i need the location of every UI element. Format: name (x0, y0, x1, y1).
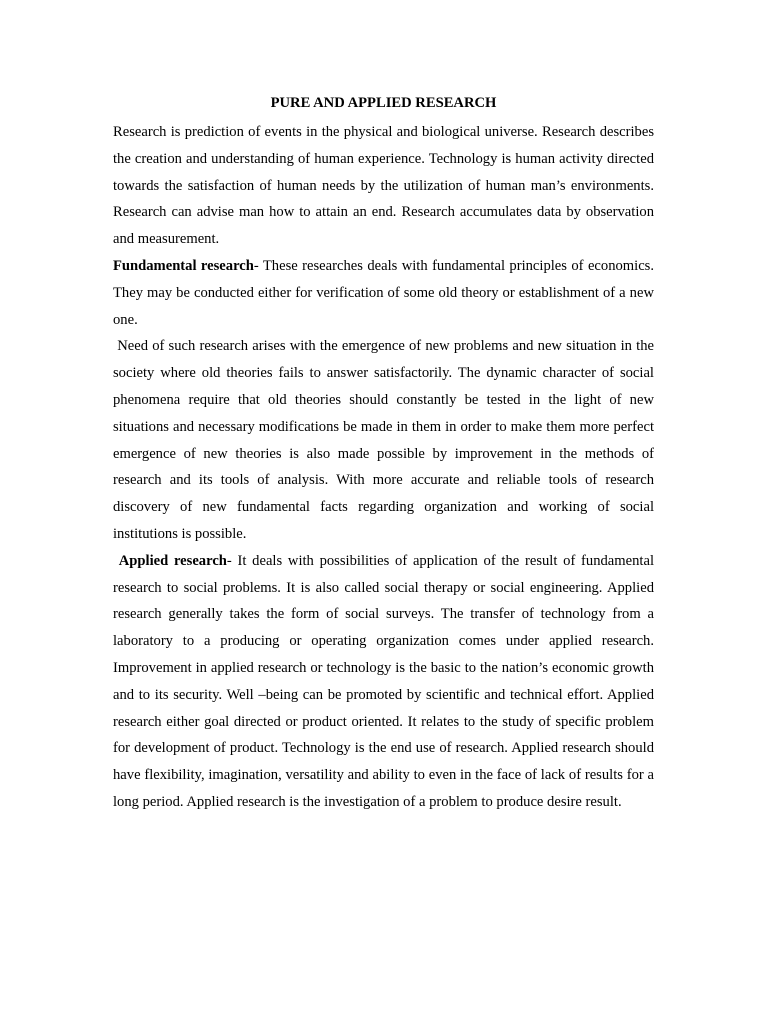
applied-research-text: - It deals with possibilities of application of the result of fundamental research to social problems. It is also called social therapy or social engineering. Applied research generally takes the form of social surveys. The transfer of technology from a laboratory to a producing or operating organization comes under applied research. Improvement in applied research or technology is the basic to the nation’s economic growth and to its security. Well –being can be promoted by scientific and technical effort. Applied research either goal directed or product oriented. It relates to the study of specific problem for development of product. Technology is the end use of research. Applied research should have flexibility, imagination, versatility and ability to even in the face of lack of results for a long period. Applied research is the investigation of a problem to produce desire result. (113, 552, 654, 810)
fundamental-research-paragraph (113, 253, 654, 333)
fundamental-research-text: - These researches deals with fundamental principles of economics. They may be conducted either for verification of some old theory or establishment of a new one. (113, 257, 654, 328)
applied-research-heading: Applied research (118, 552, 227, 569)
document-title: PURE AND APPLIED RESEARCH (270, 95, 497, 111)
intro-paragraph: Research is prediction of events in the physical and biological universe. Research describes the creation and understanding of human experience. Technology is human activity directed towards the satisfaction of human needs by the utilization of human man’s environments. Research can advise man how to attain an end. Research accumulates data by observation and measurement. (113, 124, 654, 248)
need-paragraph (113, 333, 654, 547)
document-page (113, 93, 654, 816)
applied-research-paragraph (113, 548, 654, 816)
fundamental-research-heading: Fundamental research (113, 257, 254, 274)
need-text: Need of such research arises with the emergence of new problems and new situation in the society where old theories fails to answer satisfactorily. The dynamic character of social phenomena require that old theories should constantly be tested in the light of new situations and necessary modifications be made in them in order to make them more perfect emergence of new theories is also made possible by improvement in the methods of research and its tools of analysis. With more accurate and reliable tools of research discovery of new fundamental facts regarding organization and working of social institutions is possible. (113, 338, 654, 542)
